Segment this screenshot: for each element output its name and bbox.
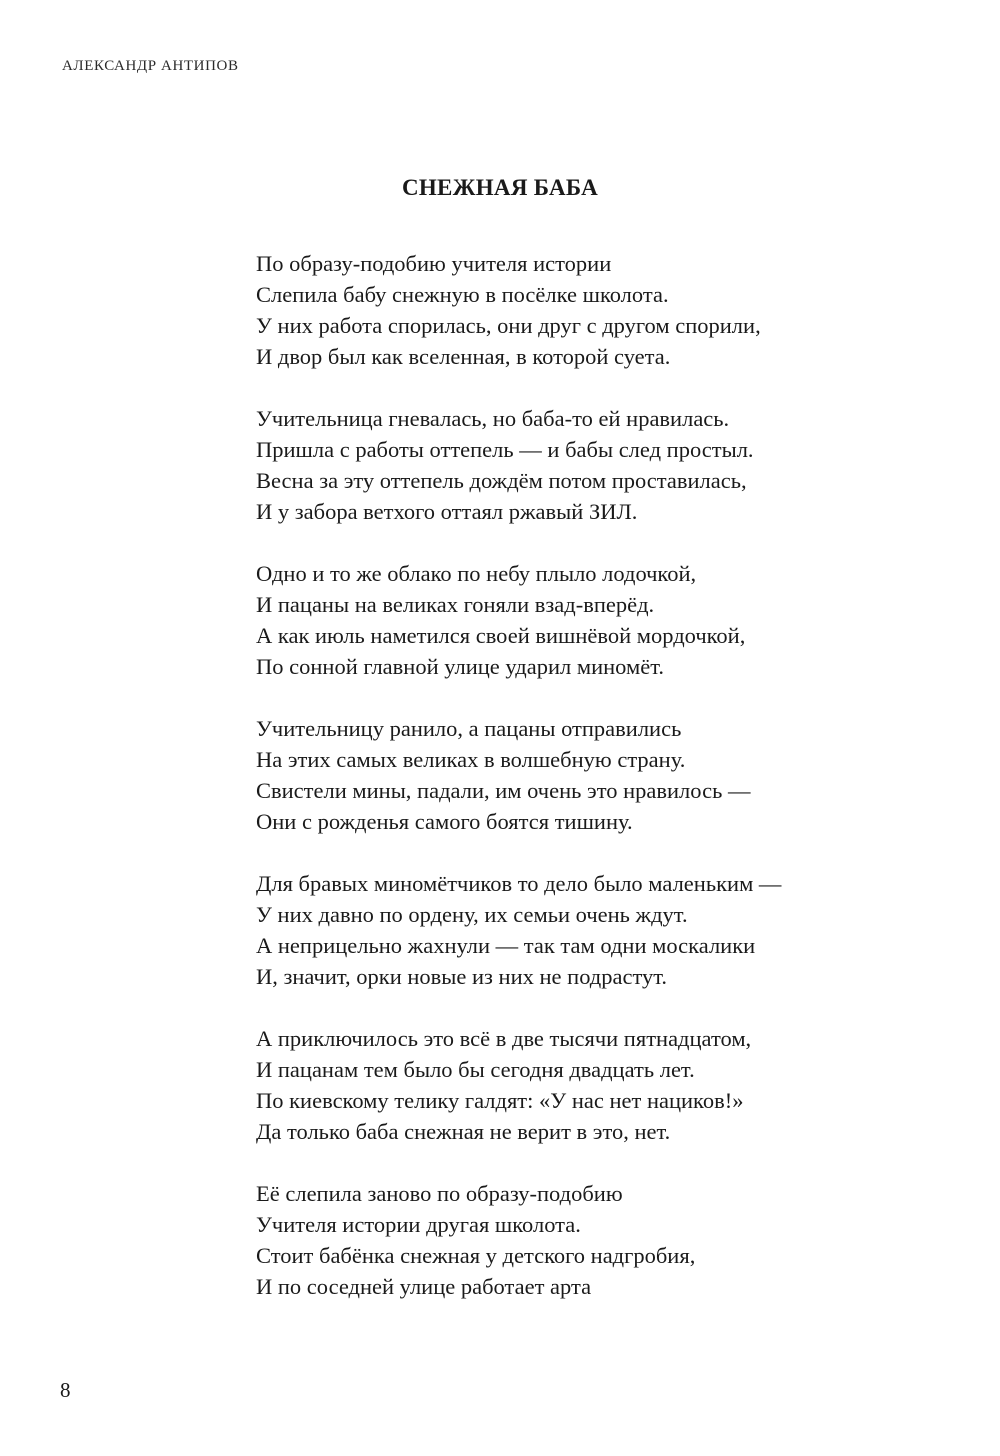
poem-line: Весна за эту оттепель дождём потом проставилась, [256,468,747,493]
poem-line: Они с рожденья самого боятся тишину. [256,809,633,834]
stanza-6 [256,1023,916,1147]
poem-body [256,248,916,1333]
poem-line: А как июль наметился своей вишнёвой мордочкой, [256,623,746,648]
poem-line: По сонной главной улице ударил миномёт. [256,654,664,679]
poem-line: А неприцельно жахнули — так там одни москалики [256,933,756,958]
poem-title: СНЕЖНАЯ БАБА [401,175,599,200]
stanza-1 [256,248,916,372]
poem-line: И, значит, орки новые из них не подрастут. [256,964,668,989]
poem-line: Свистели мины, падали, им очень это нравилось — [256,778,751,803]
poem-line: И пацаны на великах гоняли взад-вперёд. [256,592,655,617]
stanza-2 [256,403,916,527]
stanza-5 [256,868,916,992]
stanza-4 [256,713,916,837]
poem-line: Одно и то же облако по небу плыло лодочкой, [256,561,697,586]
poem-line: А приключилось это всё в две тысячи пятнадцатом, [256,1026,752,1051]
running-header-author: АЛЕКСАНДР АНТИПОВ [62,58,239,74]
poem-line: И пацанам тем было бы сегодня двадцать лет. [256,1057,695,1082]
poem-line: И у забора ветхого оттаял ржавый ЗИЛ. [256,499,638,524]
poem-line: Для бравых миномётчиков то дело было маленьким — [256,871,782,896]
poem-line: У них работа спорилась, они друг с другом спорили, [256,313,761,338]
poem-line: Учительница гневалась, но баба-то ей нравилась. [256,406,730,431]
poem-line: Пришла с работы оттепель — и бабы след простыл. [256,437,754,462]
stanza-7 [256,1178,916,1302]
poem-line: Учителя истории другая школота. [256,1212,581,1237]
poem-line: И по соседней улице работает арта [256,1274,592,1299]
poem-line: Учительницу ранило, а пацаны отправились [256,716,682,741]
poem-line: На этих самых великах в волшебную страну. [256,747,686,772]
page-number: 8 [60,1378,71,1402]
poem-line: И двор был как вселенная, в которой суета. [256,344,671,369]
poem-line: Её слепила заново по образу-подобию [256,1181,623,1206]
poem-line: Стоит бабёнка снежная у детского надгробия, [256,1243,696,1268]
stanza-3 [256,558,916,682]
poem-line: По киевскому телику галдят: «У нас нет нациков!» [256,1088,744,1113]
poem-line: Слепила бабу снежную в посёлке школота. [256,282,669,307]
poem-line: Да только баба снежная не верит в это, нет. [256,1119,671,1144]
poem-line: По образу-подобию учителя истории [256,251,612,276]
poem-line: У них давно по ордену, их семьи очень ждут. [256,902,688,927]
